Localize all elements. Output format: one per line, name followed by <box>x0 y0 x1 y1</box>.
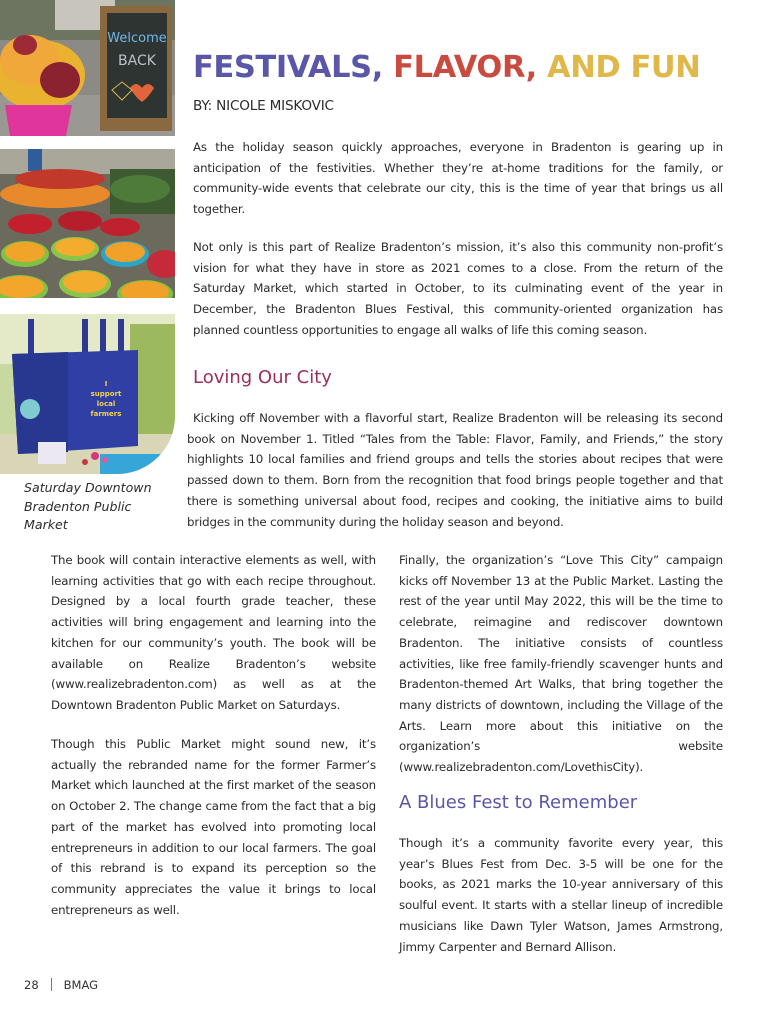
page-number: 28 <box>24 978 39 992</box>
tote-bag-image <box>0 314 175 474</box>
svg-text:Welcome: Welcome <box>107 31 167 46</box>
title-part-fun: AND FUN <box>547 50 701 85</box>
article-title <box>193 48 700 88</box>
intro-paragraph-2: Not only is this part of Realize Bradenton’s mission, it’s also this community non-profit’s vision for what they have in store as 2021 comes to a close. From the return of the Saturday Market, which started in October, to its culminating event of the year in December, the Bradenton Blues Festival, this community-oriented organization has planned countless opportunities to engage all walks of life this coming season. <box>193 240 723 337</box>
svg-text:BACK: BACK <box>118 53 156 69</box>
produce-image <box>0 149 175 298</box>
publication-name: BMAG <box>63 978 99 992</box>
title-part-flavor: FLAVOR, <box>393 50 547 85</box>
page-footer <box>24 978 98 992</box>
photo-caption: Saturday Downtown Bradenton Public Market <box>24 480 152 532</box>
section-heading-blues-fest: A Blues Fest to Remember <box>399 792 638 813</box>
title-part-festivals: FESTIVALS, <box>193 50 394 85</box>
left-column-paragraph-2: Though this Public Market might sound new, it’s actually the rebranded name for the former Farmer’s Market which launched at the first market of the season on October 2. The change came from the fact that a big part of the market has evolved into promoting local entrepreneurs in addition to our local farmers. The goal of this rebrand is to expand its perception so the community appreciates the value it brings to local entrepreneurs as well. <box>51 737 376 917</box>
intro-paragraph-1: As the holiday season quickly approaches, everyone in Bradenton is gearing up in anticipation of the festivities. Whether they’re at-home traditions for the family, or community-wide events that celebrate our city, this is the time of year that brings us all together. <box>193 140 723 217</box>
left-column-paragraph-1: The book will contain interactive elements as well, with learning activities that go with each recipe throughout. Designed by a local fourth grade teacher, these activities will bring engagement and learning into the kitchen for our community’s youth. The book will be available on Realize Bradenton’s website (www.realizebradenton.com) as well as at the Downtown Bradenton Public Market on Saturdays. <box>51 553 376 712</box>
photo-produce-bowls <box>0 149 175 298</box>
welcome-sign-image <box>0 0 175 136</box>
right-column-paragraph: Finally, the organization’s “Love This City” campaign kicks off November 13 at the Public Market. Lasting the rest of the year until May 2022, this will be the time to celebrate, reimagine and rediscover downtown Bradenton. The initiative consists of countless activities, like free family-friendly scavenger hunts and Bradenton-themed Art Walks, that bring together the many districts of downtown, including the Village of the Arts. Learn more about this initiative on the organization’s website (www.realizebradenton.com/LovethisCity). <box>399 553 723 775</box>
blues-fest-paragraph: Though it’s a community favorite every year, this year’s Blues Fest from Dec. 3-5 will be one for the books, as 2021 marks the 10-year anniversary of this soulful event. It starts with a stellar lineup of incredible musicians like Dawn Tyler Watson, James Armstrong, Jimmy Carpenter and Bernard Allison. <box>399 836 723 954</box>
section-heading-loving-our-city: Loving Our City <box>193 367 332 388</box>
photo-welcome-back-sign <box>0 0 175 136</box>
photo-tote-bag <box>0 314 175 474</box>
svg-text:local: local <box>96 400 116 408</box>
svg-text:farmers: farmers <box>90 410 122 418</box>
svg-text:I: I <box>104 380 108 388</box>
svg-text:support: support <box>90 390 122 398</box>
footer-divider <box>51 978 52 991</box>
byline: BY: NICOLE MISKOVIC <box>193 98 334 114</box>
section1-lead-paragraph: Kicking off November with a flavorful start, Realize Bradenton will be releasing its second book on November 1. Titled “Tales from the Table: Flavor, Family, and Friends,” the story highlights 10 local families and friend groups and tells the stories about recipes that were passed down to them. Born from the recognition that food brings people together and that there is something universal about food, recipes and cooking, the initiative aims to build bridges in the community during the holiday season and beyond. <box>187 411 723 529</box>
